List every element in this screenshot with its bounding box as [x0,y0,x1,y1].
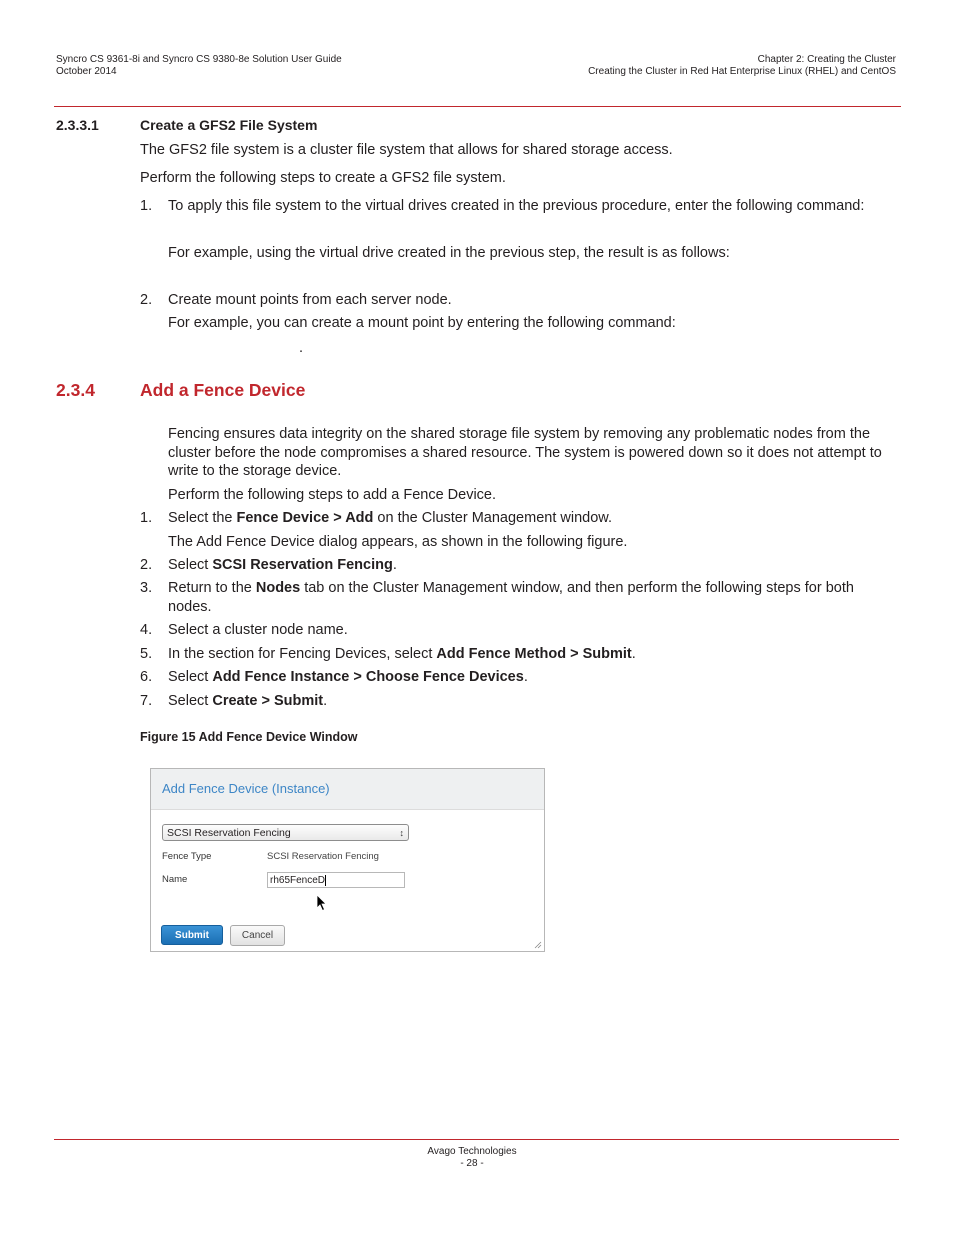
fence-type-value: SCSI Reservation Fencing [267,851,379,862]
fence-step-num: 2. [140,557,153,573]
subsection-number: 2.3.3.1 [56,117,99,133]
gfs2-step1: To apply this file system to the virtual drives created in the previous procedure, enter the following command: [168,198,865,214]
fence-step: Return to the Nodes tab on the Cluster Management window, and then perform the following steps for both nodes. [168,580,854,615]
subsection-title: Create a GFS2 File System [140,117,318,133]
page-number: - 28 - [460,1158,484,1169]
fence-step: Select a cluster node name. [168,622,348,638]
gfs2-para2: Perform the following steps to create a GFS2 file system. [140,170,506,186]
name-label: Name [162,874,188,885]
fence-type-label: Fence Type [162,851,212,862]
fence-step-num: 1. [140,510,153,526]
footer [0,1146,944,1170]
fence-step: In the section for Fencing Devices, select Add Fence Method > Submit. [168,646,636,662]
cancel-button[interactable]: Cancel [230,925,285,946]
footer-company: Avago Technologies [427,1146,517,1157]
chapter-title: Chapter 2: Creating the Cluster [757,54,896,65]
section-title-fence: Add a Fence Device [140,380,306,400]
fence-step: Select the Fence Device > Add on the Cluster Management window. [168,510,612,526]
dialog-title: Add Fence Device (Instance) [162,781,330,796]
stray-period: . [299,340,304,356]
mouse-pointer-icon [316,894,328,912]
doc-date: October 2014 [56,66,117,77]
gfs2-step2: Create mount points from each server node. [168,292,452,308]
resize-grip-icon[interactable] [534,941,542,949]
gfs2-step1-num: 1. [140,198,153,214]
section-title: Creating the Cluster in Red Hat Enterprise Linux (RHEL) and CentOS [588,66,896,77]
fence-step-num: 5. [140,646,153,662]
fence-step-num: 3. [140,580,153,596]
header-rule [54,106,901,107]
gfs2-step2-example: For example, you can create a mount point by entering the following command: [168,315,676,331]
fence-step: Select Create > Submit. [168,693,328,709]
submit-button[interactable]: Submit [161,925,223,945]
fence-step-note: The Add Fence Device dialog appears, as shown in the following figure. [168,534,628,550]
gfs2-step2-num: 2. [140,292,153,308]
fence-step-num: 4. [140,622,153,638]
fence-step: Select SCSI Reservation Fencing. [168,557,397,573]
select-arrows-icon: ↕ [399,828,404,838]
fence-type-select[interactable] [162,824,409,841]
header-left [56,54,342,78]
fence-step: Select Add Fence Instance > Choose Fence Devices. [168,669,528,685]
doc-title: Syncro CS 9361-8i and Syncro CS 9380-8e Solution User Guide [56,54,342,65]
add-fence-device-dialog [150,768,545,952]
dialog-header [151,769,544,810]
fence-step-num: 7. [140,693,153,709]
name-input-value: rh65FenceD [270,875,326,886]
fence-type-select-value: SCSI Reservation Fencing [167,827,291,839]
fence-step-num: 6. [140,669,153,685]
fence-intro: Fencing ensures data integrity on the shared storage file system by removing any problematic nodes from the cluster before the node compromises a shared resource. The system is powered down so it does not attempt to write to the storage device. [168,426,882,479]
header-right [588,54,896,78]
section-number: 2.3.4 [56,380,95,400]
figure-caption: Figure 15 Add Fence Device Window [140,730,358,744]
gfs2-para1: The GFS2 file system is a cluster file system that allows for shared storage access. [140,142,673,158]
fence-lead: Perform the following steps to add a Fence Device. [168,487,497,503]
name-input[interactable] [267,872,405,888]
footer-rule [54,1139,899,1140]
gfs2-step1-example: For example, using the virtual drive created in the previous step, the result is as follows: [168,245,730,261]
